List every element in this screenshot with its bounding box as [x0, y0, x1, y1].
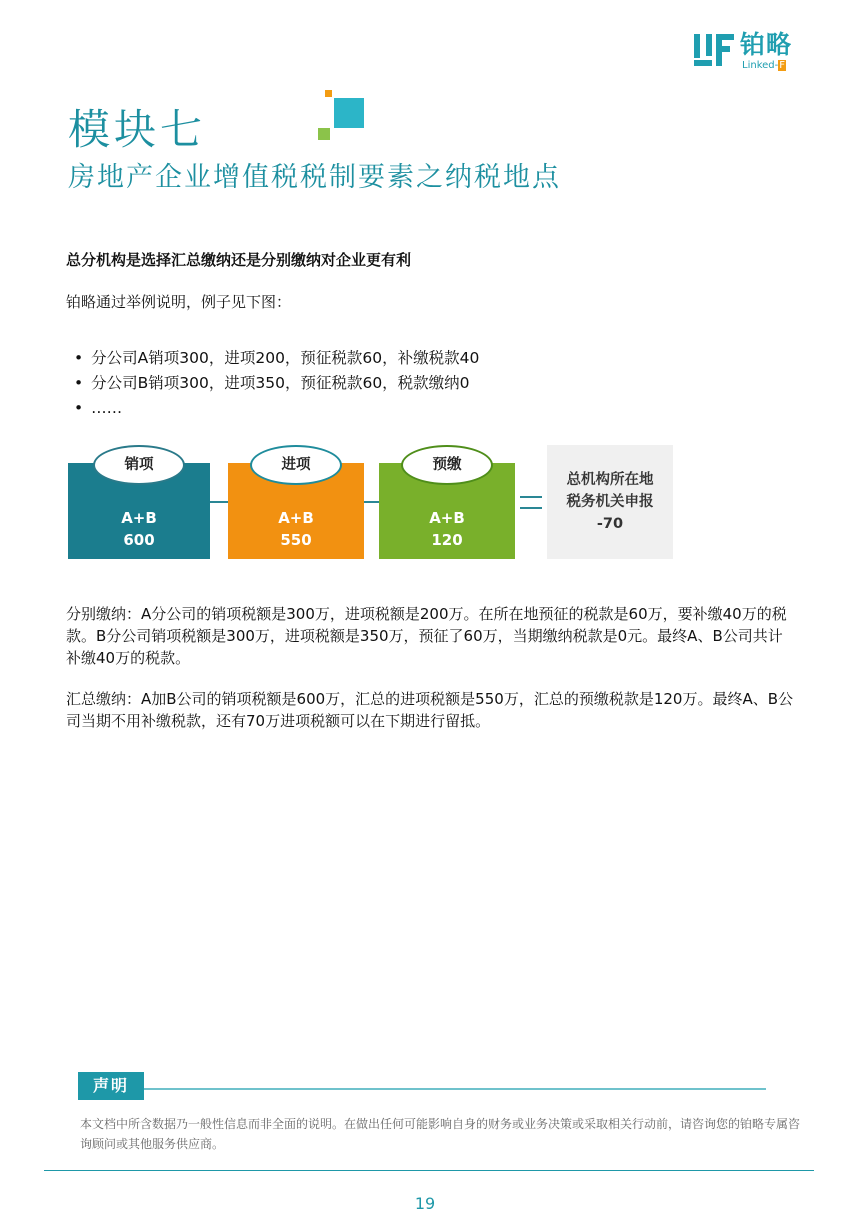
prepaid-tax-box [379, 457, 515, 559]
section-heading: 总分机构是选择汇总缴纳还是分别缴纳对企业更有利 [66, 251, 412, 269]
logo-subtitle [742, 60, 786, 72]
box-label: 销项 [93, 445, 185, 485]
example-list [74, 346, 479, 421]
connector-line [364, 501, 379, 503]
tax-calculation-diagram [68, 445, 678, 565]
list-item: • 分公司B销项300，进项350，预征税款60，税款缴纳0 [74, 371, 479, 396]
result-line1: 总机构所在地 [566, 472, 654, 488]
input-tax-box [228, 457, 364, 559]
box-line1: A+B [278, 509, 314, 527]
logo-sub-accent: F [779, 60, 785, 71]
box-value: 550 [280, 531, 312, 549]
connector-line [210, 501, 228, 503]
consolidated-payment-paragraph: 汇总缴纳：A加B公司的销项税额是600万，汇总的进项税额是550万，汇总的预缴税款是120万。最终A、B公司当期不用补缴税款，还有70万进项税额可以在下期进行留抵。 [66, 690, 793, 730]
title-decoration-green [318, 128, 330, 140]
box-line1: A+B [429, 509, 465, 527]
box-value: 120 [431, 531, 463, 549]
logo-mark-icon [692, 30, 736, 74]
page-number: 19 [414, 1194, 436, 1213]
output-tax-box [68, 457, 210, 559]
logo-name: 铂略 [740, 30, 793, 59]
logo-sub-text: Linked- [742, 60, 779, 71]
list-item: • 分公司A销项300，进项200，预征税款60，补缴税款40 [74, 346, 479, 371]
module-title: 模块七 [68, 105, 207, 154]
box-value: 600 [123, 531, 155, 549]
declaration-divider [144, 1088, 766, 1090]
separate-payment-paragraph: 分别缴纳：A分公司的销项税额是300万，进项税额是200万。在所在地预征的税款是60万，要补缴40万的税款。B分公司销项税额是300万，进项税额是350万，预征了60万，当期缴纳税款是0元。最终A、B公司共计补缴40万的税款。 [66, 605, 787, 667]
equals-sign-icon [520, 496, 542, 498]
title-decoration-orange [325, 90, 332, 97]
box-line1: A+B [121, 509, 157, 527]
box-label: 预缴 [401, 445, 493, 485]
title-decoration-teal [334, 98, 364, 128]
intro-text: 铂略通过举例说明，例子见下图： [66, 293, 292, 311]
result-value: -70 [596, 516, 624, 532]
module-subtitle: 房地产企业增值税税制要素之纳税地点 [68, 162, 561, 193]
declaration-text: 本文档中所含数据乃一般性信息而非全面的说明。在做出任何可能影响自身的财务或业务决策或采取相关行动前，请咨询您的铂略专属咨询顾问或其他服务供应商。 [80, 1117, 801, 1151]
result-line2: 税务机关申报 [566, 494, 654, 510]
list-item: • …… [74, 396, 479, 421]
equals-sign-icon [520, 507, 542, 509]
footer-divider [44, 1170, 814, 1171]
box-label: 进项 [250, 445, 342, 485]
company-logo [692, 30, 812, 74]
declaration-tag: 声明 [78, 1072, 144, 1100]
result-box [547, 445, 673, 559]
